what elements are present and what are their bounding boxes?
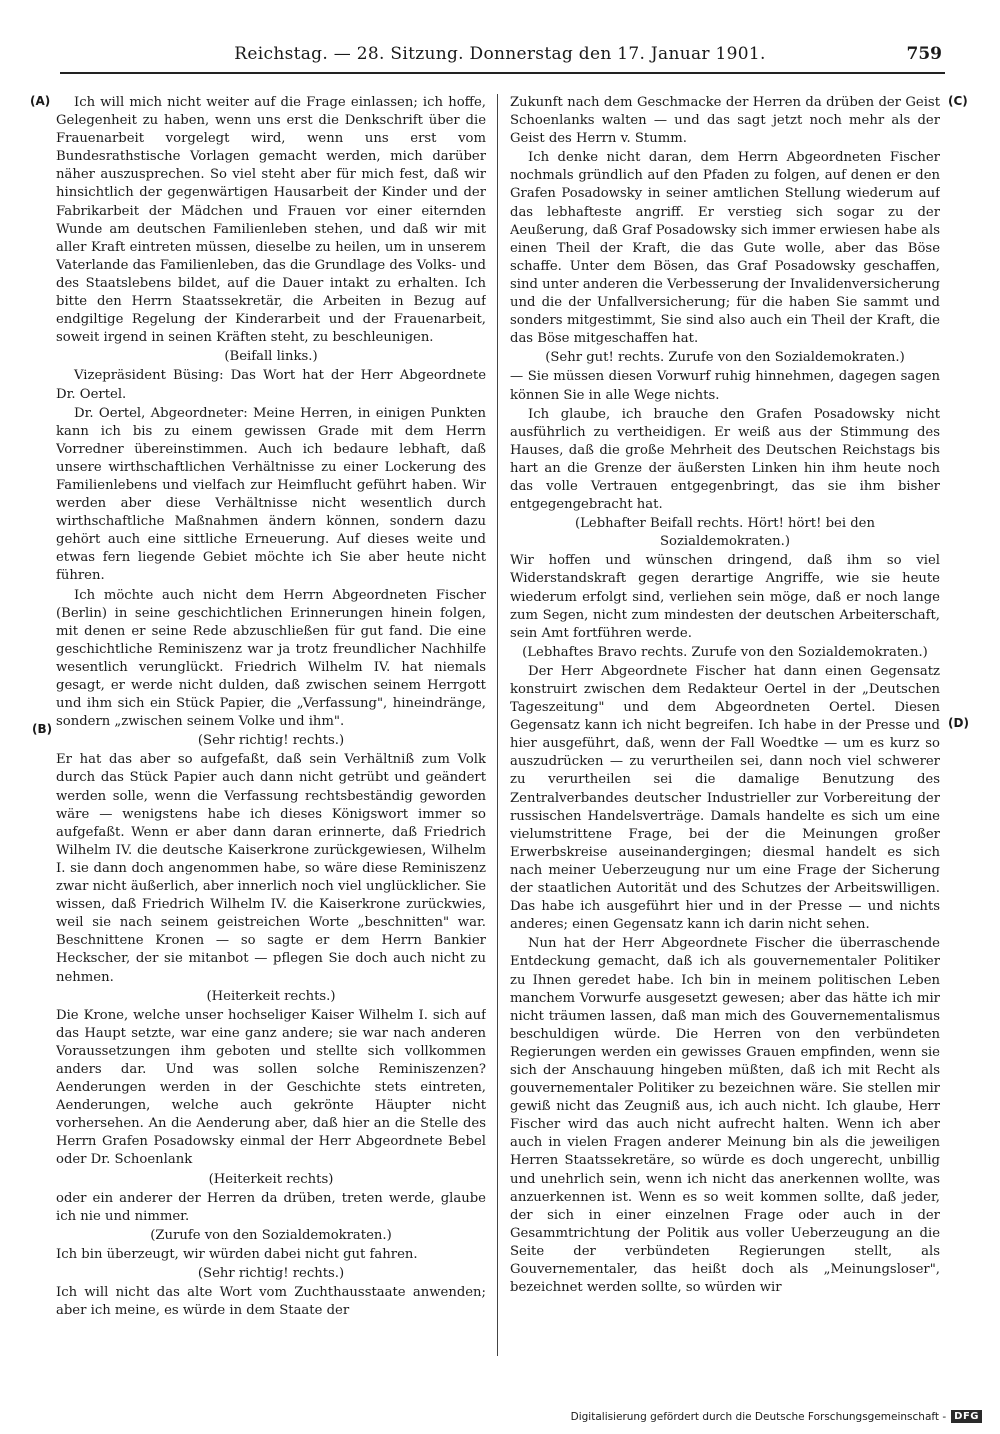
paragraph: Ich will mich nicht weiter auf die Frage einlassen; ich hoffe, Gelegenheit zu haben, wenn uns erst die Denkschrift über die Frauenarbeit vorgelegt wird, wenn uns erst vom Bundesrathstische Vorlagen gemacht werden, mich darüber näher auszusprechen. So viel steht aber für mich fest, daß wir hinsichtlich der gegenwärtigen Hausarbeit der Kinder und der Fabrikarbeit der Mädchen und Frauen vor einer eiternden Wunde am deutschen Familienleben stehen, und daß wir mit aller Kraft eintreten müssen, dieselbe zu heilen, um in unserem Vaterlande das Familienleben, das die Grundlage des Volks- und des Staatslebens bildet, auf die Dauer intakt zu erhalten. Ich bitte den Herrn Staatssekretär, die Arbeiten in Bezug auf endgiltige Regelung der Kinderarbeit und der Frauenarbeit, soweit irgend in seinen Kräften steht, zu beschleunigen. xyxy=(56,95,486,346)
paragraph: Ich möchte auch nicht dem Herrn Abgeordneten Fischer (Berlin) in seine geschichtlichen Erinnerungen hinein folgen, mit denen er seine Rede abzuschließen für gut fand. Die eine geschichtliche Reminiszenz war ja trotz freundlicher Nachhilfe wesentlich verunglückt. Friedrich Wilhelm IV. hat niemals gesagt, er werde nicht dulden, daß zwischen seinem Herrgott und ihm sich ein Stück Papier, die „Verfassung", hineindränge, sondern „zwischen seinem Volke und ihm". xyxy=(56,587,486,730)
digitization-credit xyxy=(571,1410,982,1423)
margin-mark-b: (B) xyxy=(32,722,53,736)
interjection: (Lebhaftes Bravo rechts. Zurufe von den Sozialdemokraten.) xyxy=(522,644,928,660)
interjection: (Heiterkeit rechts.) xyxy=(206,988,336,1004)
paragraph: Vizepräsident Büsing: Das Wort hat der Herr Abgeordnete Dr. Oertel. xyxy=(56,368,486,402)
margin-mark-d: (D) xyxy=(948,716,969,730)
paragraph: Der Herr Abgeordnete Fischer hat dann einen Gegensatz konstruirt zwischen dem Redakteur Oertel in der „Deutschen Tageszeitung" und dem Abgeordneten Oertel. Diesen Gegensatz kann ich nicht begreifen. Ich habe in der Presse und hier ausgeführt, daß, wenn der Fall Woedtke — um es kurz so auszudrücken — zu verurtheilen sei, dann noch viel schwerer zu verurtheilen sei die damalige Benutzung des Zentralverbandes deutscher Industrieller zur Vorbereitung der russischen Handelsverträge. Damals handelte es sich um eine vielumstrittene Frage, bei der die Meinungen großer Erwerbskreise auseinandergingen; diesmal handelt es sich nach meiner Ueberzeugung nur um eine Frage der Sicherung der staatlichen Autorität und des Schutzes der Arbeitswilligen. Das habe ich ausgeführt hier und in der Presse — und nichts anderes; einen Gegensatz kann ich darin nicht sehen. xyxy=(510,663,940,933)
interjection: (Lebhafter Beifall rechts. Hört! hört! bei den Sozialdemokraten.) xyxy=(575,516,875,550)
page-header xyxy=(60,40,940,70)
left-column xyxy=(56,94,486,1356)
paragraph: Wir hoffen und wünschen dringend, daß ihm so viel Widerstandskraft gegen derartige Angriffe, wie sie heute wiederum erfolgt sind, verliehen sein möge, daß er noch lange zum Segen, nicht zum mindesten der deutschen Arbeiterschaft, sein Amt fortführen werde. xyxy=(510,553,940,641)
right-column xyxy=(510,94,940,1356)
interjection: (Heiterkeit rechts) xyxy=(208,1171,334,1187)
paragraph: oder ein anderer der Herren da drüben, treten werde, glaube ich nie und nimmer. xyxy=(56,1190,486,1224)
paragraph: — Sie müssen diesen Vorwurf ruhig hinnehmen, dagegen sagen können Sie in alle Wege nichts. xyxy=(510,369,940,403)
margin-mark-a: (A) xyxy=(30,94,51,108)
interjection: (Sehr richtig! rechts.) xyxy=(197,733,345,749)
margin-mark-c: (C) xyxy=(948,94,968,108)
dfg-logo-icon: DFG xyxy=(951,1410,982,1423)
paragraph: Nun hat der Herr Abgeordnete Fischer die überraschende Entdeckung gemacht, daß ich als gouvernementaler Politiker zu Ihnen geredet habe. Ich bin in meinem politischen Leben manchem Vorwurfe ausgesetzt gewesen; aber das hätte ich mir nicht träumen lassen, daß man mich des Gouvernementalismus beschuldigen würde. Die Herren von den verbündeten Regierungen werden ein gewisses Grauen empfinden, wenn sie sich der Anschauung hingeben müßten, daß ich mit Recht als gouvernementaler Politiker zu bezeichnen wäre. Sie stellen mir gewiß nicht das Zeugniß aus, ich auch nicht. Ich glaube, Herr Fischer wird das auch nicht aufrecht halten. Wenn ich aber auch in vielen Fragen anderer Meinung bin als die jeweiligen Herren Staatssekretäre, so würde es doch ungerecht, unbillig und unehrlich sein, wenn ich nicht das anerkennen wollte, was anzuerkennen ist. Wenn es so weit kommen sollte, daß jeder, der sich in einer einzelnen Frage oder auch in der Gesammtrichtung der Politik aus voller Ueberzeugung an die Seite der verbündeten Regierungen stellt, als Gouvernementaler, das heißt doch als „Meinungsloser", bezeichnet werden sollte, so würden wir xyxy=(510,936,940,1296)
header-rule xyxy=(60,72,945,74)
paragraph: Er hat das aber so aufgefaßt, daß sein Verhältniß zum Volk durch das Stück Papier auch dann nicht getrübt und geändert werden solle, wenn die Verfassung rechtsbeständig geworden wäre — wenigstens habe ich dieses Königswort immer so aufgefaßt. Wenn er aber dann daran erinnerte, daß Friedrich Wilhelm IV. die deutsche Kaiserkrone zurückgewiesen, Wilhelm I. sie dann doch angenommen habe, so wäre diese Reminiszenz zwar nicht äußerlich, aber innerlich noch viel unglücklicher. Sie wissen, daß Friedrich Wilhelm IV. die Kaiserkrone zurückwies, weil sie nach seinem geistreichen Worte „beschnitten" war. Beschnittene Kronen — so sagte er dem Herrn Bankier Heckscher, der sie mitanbot — pflegen Sie doch auch nicht zu nehmen. xyxy=(56,752,486,985)
paragraph: Zukunft nach dem Geschmacke der Herren da drüben der Geist Schoenlanks walten — und das sagt jetzt noch mehr als der Geist des Herrn v. Stumm. xyxy=(510,95,940,147)
paragraph: Ich will nicht das alte Wort vom Zuchthausstaate anwenden; aber ich meine, es würde in dem Staate der xyxy=(56,1285,486,1319)
interjection: (Sehr richtig! rechts.) xyxy=(197,1266,345,1281)
paragraph: Die Krone, welche unser hochseliger Kaiser Wilhelm I. sich auf das Haupt setzte, war eine ganz andere; sie war nach anderen Voraussetzungen ihm geboten und stellte sich vollkommen anders dar. Und was sollen solche Reminiszenzen? Aenderungen werden in der Geschichte stets eintreten, Aenderungen, welche auch gekrönte Häupter nicht vorhersehen. An die Aenderung aber, daß hier an die Stelle des Herrn Grafen Posadowsky einmal der Herr Abgeordnete Bebel oder Dr. Schoenlank xyxy=(56,1007,486,1168)
footer-text: Digitalisierung gefördert durch die Deutsche Forschungsgemeinschaft - xyxy=(570,1410,947,1423)
interjection: (Sehr gut! rechts. Zurufe von den Sozialdemokraten.) xyxy=(545,350,905,366)
interjection: (Beifall links.) xyxy=(224,349,318,365)
paragraph: Ich bin überzeugt, wir würden dabei nicht gut fahren. xyxy=(56,1246,418,1262)
paragraph: Ich glaube, ich brauche den Grafen Posadowsky nicht ausführlich zu vertheidigen. Er weiß aus der Stimmung des Hauses, daß die große Mehrheit des Deutschen Reichstags bis hart an die Grenze der äußersten Linken hin ihm heute noch das volle Vertrauen entgegenbringt, das sie ihm bisher entgegengebracht hat. xyxy=(510,406,940,513)
page-number: 759 xyxy=(906,44,942,64)
column-divider xyxy=(497,94,498,1356)
header-title: Reichstag. — 28. Sitzung. Donnerstag den 17. Januar 1901. xyxy=(234,44,766,64)
interjection: (Zurufe von den Sozialdemokraten.) xyxy=(150,1227,392,1243)
paragraph: Dr. Oertel, Abgeordneter: Meine Herren, in einigen Punkten kann ich bis zu einem gewissen Grade mit dem Herrn Vorredner übereinstimmen. Auch ich bedaure lebhaft, daß unsere wirthschaftlichen Verhältnisse zu einer Lockerung des Familienlebens und vielfach zur Heimflucht geführt haben. Wir werden aber diese Verhältnisse nicht wesentlich durch wirthschaftliche Maßnahmen ändern können, sondern dazu gehört auch eine sittliche Erneuerung. Auf dieses weite und etwas fern liegende Gebiet möchte ich Sie aber heute nicht führen. xyxy=(56,405,486,584)
paragraph: Ich denke nicht daran, dem Herrn Abgeordneten Fischer nochmals gründlich auf den Pfaden zu folgen, auf denen er den Grafen Posadowsky in seiner amtlichen Stellung wiederum auf das lebhafteste angriff. Er verstieg sich sogar zu der Aeußerung, daß Graf Posadowsky sich immer erwiesen habe als einen Theil der Kraft, die das Gute wolle, aber das Böse schaffe. Unter dem Bösen, das Graf Posadowsky geschaffen, sind unter anderen die Verbesserung der Invalidenversicherung und die der Unfallversicherung; für die haben Sie sammt und sonders mitgestimmt, Sie sind also auch ein Theil der Kraft, die das Böse mitgeschaffen hat. xyxy=(510,150,940,347)
